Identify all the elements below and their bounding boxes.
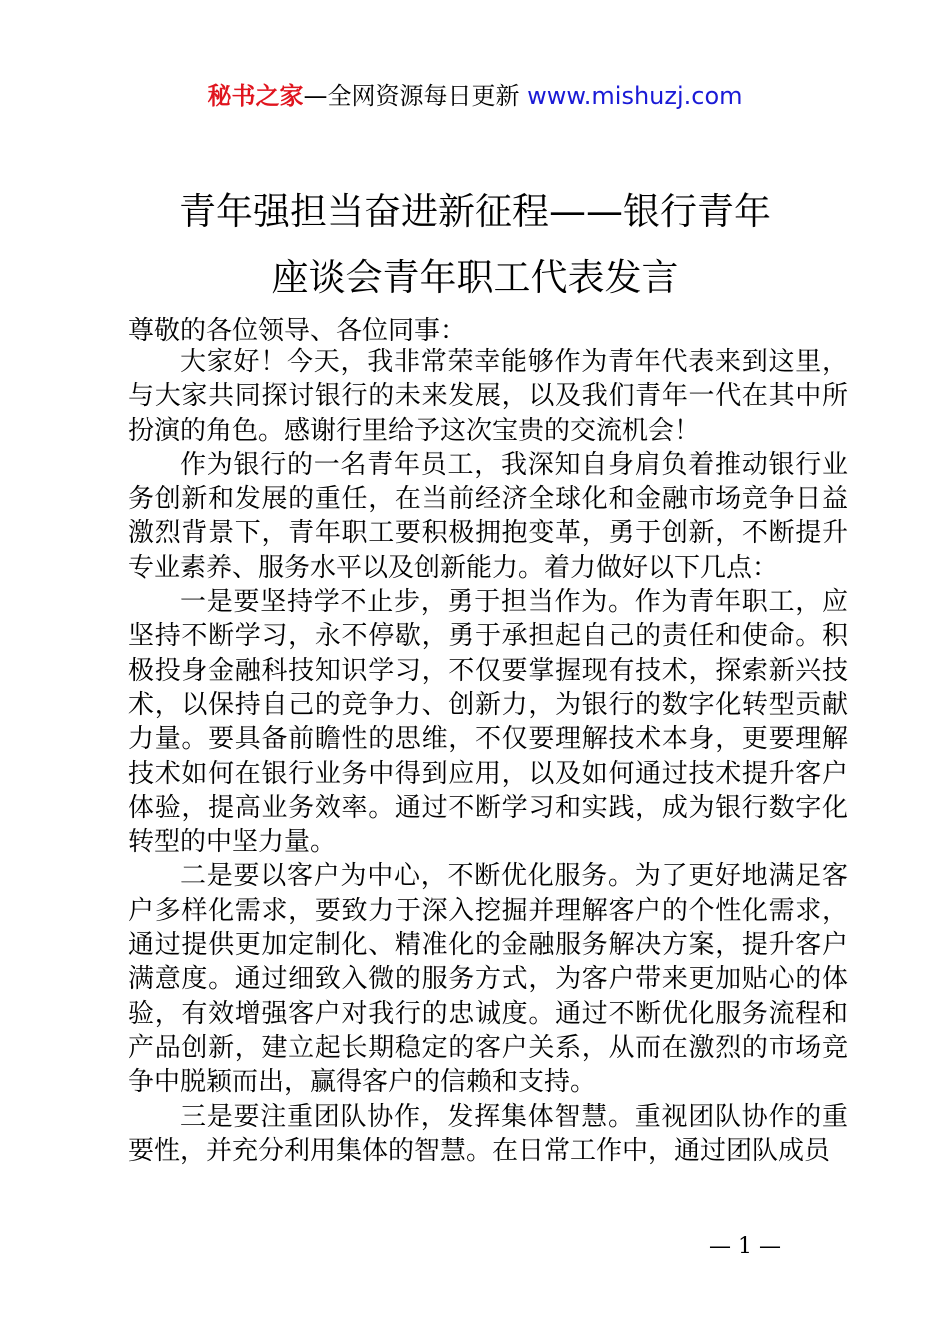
paragraph: 作为银行的一名青年员工，我深知自身肩负着推动银行业务创新和发展的重任，在当前经济全球化和金融市场竞争日益激烈背景下，青年职工要积极拥抱变革，勇于创新，不断提升专业素养、服务水平以及创新能力。着力做好以下几点： <box>128 449 848 583</box>
document-title-line-1: 青年强担当奋进新征程——银行青年 <box>179 190 771 233</box>
salutation: 尊敬的各位领导、各位同事： <box>128 316 467 346</box>
paragraph: 大家好！今天，我非常荣幸能够作为青年代表来到这里，与大家共同探讨银行的未来发展，以及我们青年一代在其中所扮演的角色。感谢行里给予这次宝贵的交流机会！ <box>128 347 848 446</box>
document-title-line-2: 座谈会青年职工代表发言 <box>271 256 679 299</box>
paragraph: 三是要注重团队协作，发挥集体智慧。重视团队协作的重要性，并充分利用集体的智慧。在日常工作中，通过团队成员 <box>128 1101 848 1166</box>
brand-name: 秘书之家 <box>207 82 304 110</box>
header-tagline: —全网资源每日更新 <box>303 82 520 110</box>
page-number: — 1 — <box>709 1234 781 1259</box>
document-body <box>128 345 848 1168</box>
paragraph: 一是要坚持学不止步，勇于担当作为。作为青年职工，应坚持不断学习，永不停歇，勇于承担起自己的责任和使命。积极投身金融科技知识学习，不仅要掌握现有技术，探索新兴技术，以保持自己的竞争力、创新力，为银行的数字化转型贡献力量。要具备前瞻性的思维，不仅要理解技术本身，更要理解技术如何在银行业务中得到应用，以及如何通过技术提升客户体验，提高业务效率。通过不断学习和实践，成为银行数字化转型的中坚力量。 <box>128 587 848 858</box>
paragraph: 二是要以客户为中心，不断优化服务。为了更好地满足客户多样化需求，要致力于深入挖掘并理解客户的个性化需求，通过提供更加定制化、精准化的金融服务解决方案，提升客户满意度。通过细致入微的服务方式，为客户带来更加贴心的体验，有效增强客户对我行的忠诚度。通过不断优化服务流程和产品创新，建立起长期稳定的客户关系，从而在激烈的市场竞争中脱颖而出，赢得客户的信赖和支持。 <box>128 861 848 1098</box>
site-header <box>0 80 950 112</box>
site-url[interactable]: www.mishuzj.com <box>527 82 743 110</box>
